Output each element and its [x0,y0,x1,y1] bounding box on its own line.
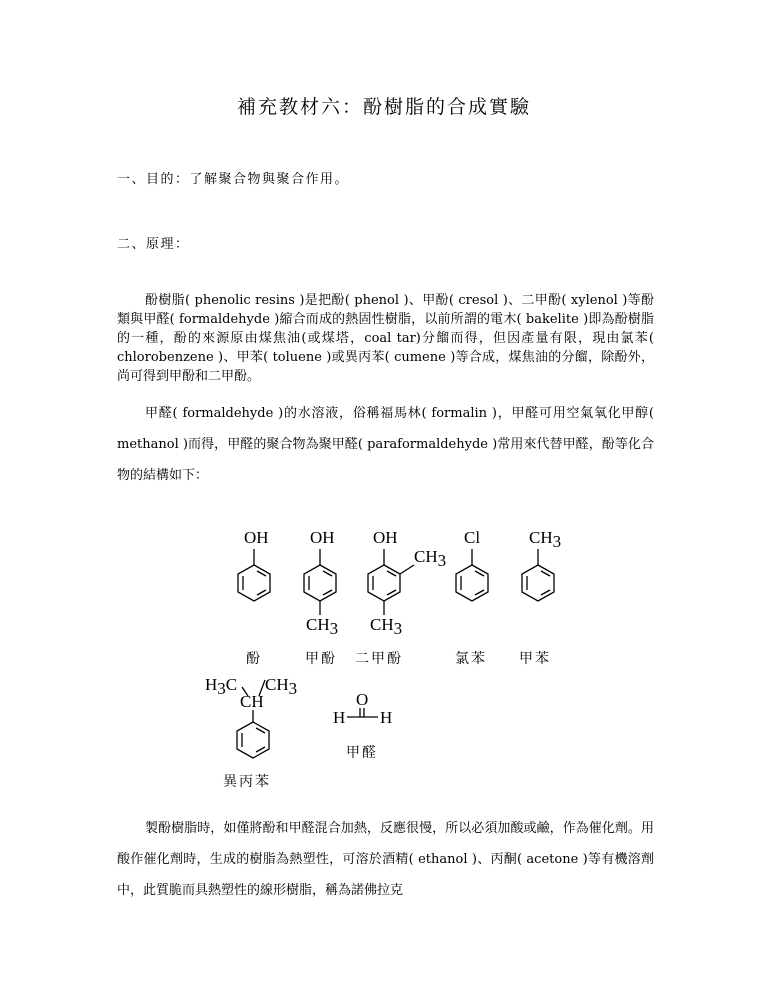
chlorobenzene-cl-label: Cl [464,528,481,547]
bond [256,728,265,733]
label-formaldehyde: 甲醛 [346,745,378,761]
section-principle: 二、原理： [117,237,190,252]
cumene-ch-label: CH [240,692,264,711]
xylenol-ch3-side-label: CH3 [414,547,447,570]
phenol-structure [238,528,270,601]
bond [257,590,266,595]
chlorobenzene-structure [456,528,488,601]
bond [541,571,550,576]
formaldehyde-h-left-label: H [333,708,346,727]
bond [323,571,332,576]
xylenol-ch3-bottom-label: CH3 [370,615,403,638]
bond [541,590,550,595]
formaldehyde-h-right-label: H [380,708,393,727]
bond [475,590,484,595]
cresol-ch3-label: CH3 [306,615,339,638]
xylenol-oh-label: OH [373,528,398,547]
phenol-oh-label: OH [244,528,269,547]
page-title: 補充教材六：酚樹脂的合成實驗 [236,96,531,118]
cumene-h3c-label: H3C [205,675,238,698]
cresol-oh-label: OH [310,528,335,547]
formaldehyde-o-label: O [356,690,369,709]
toluene-structure [522,528,561,601]
label-xylenol: 二甲酚 [355,651,403,667]
label-phenol: 酚 [246,651,262,667]
toluene-ch3-label: CH3 [529,528,562,551]
bond [387,590,396,595]
bond [323,590,332,595]
label-chlorobenzene: 氯苯 [455,651,487,667]
cumene-structure [205,675,297,758]
xylenol-structure [368,528,446,638]
bond [257,571,266,576]
formaldehyde-structure [333,690,392,727]
bond [256,747,265,752]
cresol-structure [304,528,338,638]
paragraph-text-3: 製酚樹脂時，如僅將酚和甲醛混合加熱，反應很慢，所以必須加酸或鹼，作為催化劑。用酸作催化劑時，生成的樹脂為熱塑性，可溶於酒精( ethanol )、丙酮( acetone )等有機溶劑中，此質脆而具熱塑性的線形樹脂，稱為諾佛拉克 [117,821,654,898]
paragraph-text-1: 酚樹脂( phenolic resins )是把酚( phenol )、甲酚( cresol )、二甲酚( xylenol )等酚類與甲醛( formaldehyde )縮合而成的熱固性樹脂，以前所謂的電木( bakelite )即為酚樹脂的一種，酚的來源原由煤焦油(或煤塔，coal tar)分餾而得，但因產量有限，現由氯苯( chlorobenzene )、甲苯( toluene )或異丙苯( cumene )等合成，煤焦油的分餾，除酚外，尚可得到甲酚和二甲酚。 [117,293,654,384]
bond [475,571,484,576]
paragraph-catalyst [117,813,654,906]
bond [387,571,396,576]
bond [400,565,414,574]
section-purpose: 一、目的：了解聚合物與聚合作用。 [117,172,350,187]
label-cresol: 甲酚 [305,651,337,667]
label-cumene: 異丙苯 [223,774,271,790]
label-toluene: 甲苯 [519,651,551,667]
cumene-ch3-label: CH3 [265,675,298,698]
paragraph-text-2: 甲醛( formaldehyde )的水溶液，俗稱福馬林( formalin )，甲醛可用空氣氧化甲醇( methanol )而得，甲醛的聚合物為聚甲醛( paraformaldehyde )常用來代替甲醛，酚等化合物的結構如下： [117,406,654,483]
